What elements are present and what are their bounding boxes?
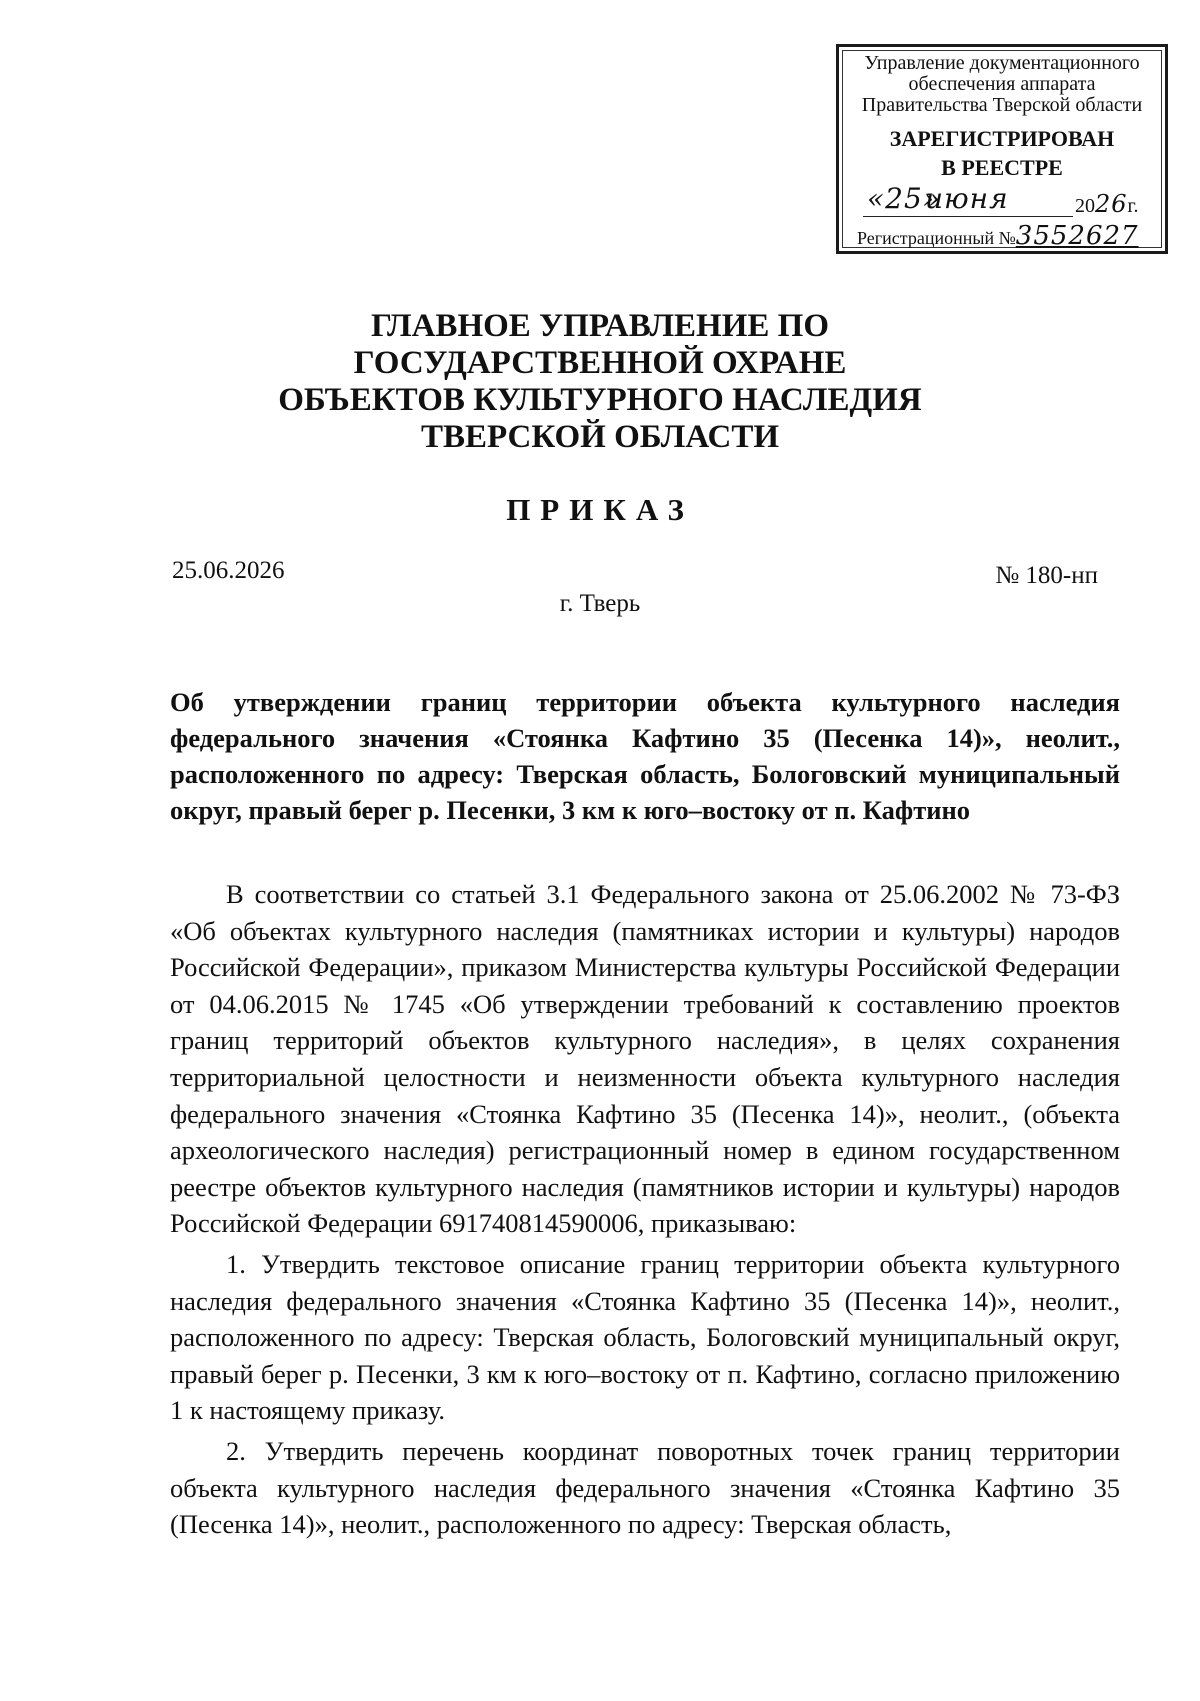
- stamp-reg-number: 3552627: [1015, 221, 1139, 251]
- document-body: [170, 876, 1120, 1543]
- stamp-registered-line-1: ЗАРЕГИСТРИРОВАН: [889, 126, 1115, 151]
- stamp-org-line-3: Правительства Тверской области: [861, 94, 1143, 116]
- stamp-date-row: [845, 182, 1159, 222]
- document-date: 25.06.2026: [172, 557, 285, 584]
- stamp-month: июня: [925, 182, 1009, 215]
- stamp-reg-number-row: [845, 221, 1159, 251]
- document-title: Об утверждении границ территории объекта культурного наследия федерального значения «Стоянка Кафтино 35 (Песенка 14)», неолит., расположенного по адресу: Тверская область, Бологовский муниципальный округ, правый берег р. Песенки, 3 км к юго–востоку от п. Кафтино: [170, 687, 1120, 825]
- registration-stamp: [836, 44, 1168, 254]
- body-paragraph-preamble: В соответствии со статьей 3.1 Федерального закона от 25.06.2002 № 73-ФЗ «Об объектах культурного наследия (памятниках истории и культуры) народов Российской Федерации», приказом Министерства культуры Российской Федерации от 04.06.2015 № 1745 «Об утверждении требований к составлению проектов границ территорий объектов культурного наследия», в целях сохранения территориальной целостности и неизменности объекта культурного наследия федерального значения «Стоянка Кафтино 35 (Песенка 14)», неолит., (объекта археологического наследия) регистрационный номер в едином государственном реестре объектов культурного наследия (памятников истории и культуры) народов Российской Федерации 691740814590006, приказываю:: [170, 879, 1120, 1239]
- issuer-heading: [150, 308, 1050, 456]
- stamp-day: «25»: [867, 182, 941, 215]
- issuer-heading-line-4: ТВЕРСКОЙ ОБЛАСТИ: [420, 419, 780, 455]
- stamp-year-suffix: 26: [1095, 190, 1128, 218]
- issuer-heading-line-2: ГОСУДАРСТВЕННОЙ ОХРАНЕ: [353, 345, 847, 381]
- issuer-heading-line-1: ГЛАВНОЕ УПРАВЛЕНИЕ ПО: [371, 308, 829, 344]
- stamp-year-unit: г.: [1127, 195, 1139, 217]
- stamp-reg-number-label: Регистрационный №: [857, 228, 1016, 248]
- stamp-org-line-2: обеспечения аппарата: [908, 73, 1096, 95]
- document-city: г. Тверь: [559, 590, 641, 617]
- stamp-year: [1075, 190, 1139, 218]
- stamp-registered-line-2: В РЕЕСТРЕ: [941, 155, 1063, 180]
- body-paragraph-item-2: 2. Утвердить перечень координат поворотных точек границ территории объекта культурного наследия федерального значения «Стоянка Кафтино 35 (Песенка 14)», неолит., расположенного по адресу: Тверская область,: [170, 1435, 1120, 1540]
- stamp-org-line-1: Управление документационного: [864, 52, 1140, 74]
- body-paragraph-item-1: 1. Утвердить текстовое описание границ территории объекта культурного наследия федерального значения «Стоянка Кафтино 35 (Песенка 14)», неолит., расположенного по адресу: Тверская область, Бологовский муниципальный округ, правый берег р. Песенки, 3 км к юго–востоку от п. Кафтино, согласно приложению 1 к настоящему приказу.: [170, 1248, 1120, 1426]
- document-number: № 180-нп: [995, 562, 1098, 589]
- issuer-heading-line-3: ОБЪЕКТОВ КУЛЬТУРНОГО НАСЛЕДИЯ: [278, 382, 922, 418]
- stamp-year-prefix: 20: [1075, 195, 1095, 217]
- stamp-date-underline: [863, 216, 1073, 217]
- stamp-registered-title: [845, 124, 1159, 182]
- document-type: ПРИКАЗ: [506, 492, 694, 527]
